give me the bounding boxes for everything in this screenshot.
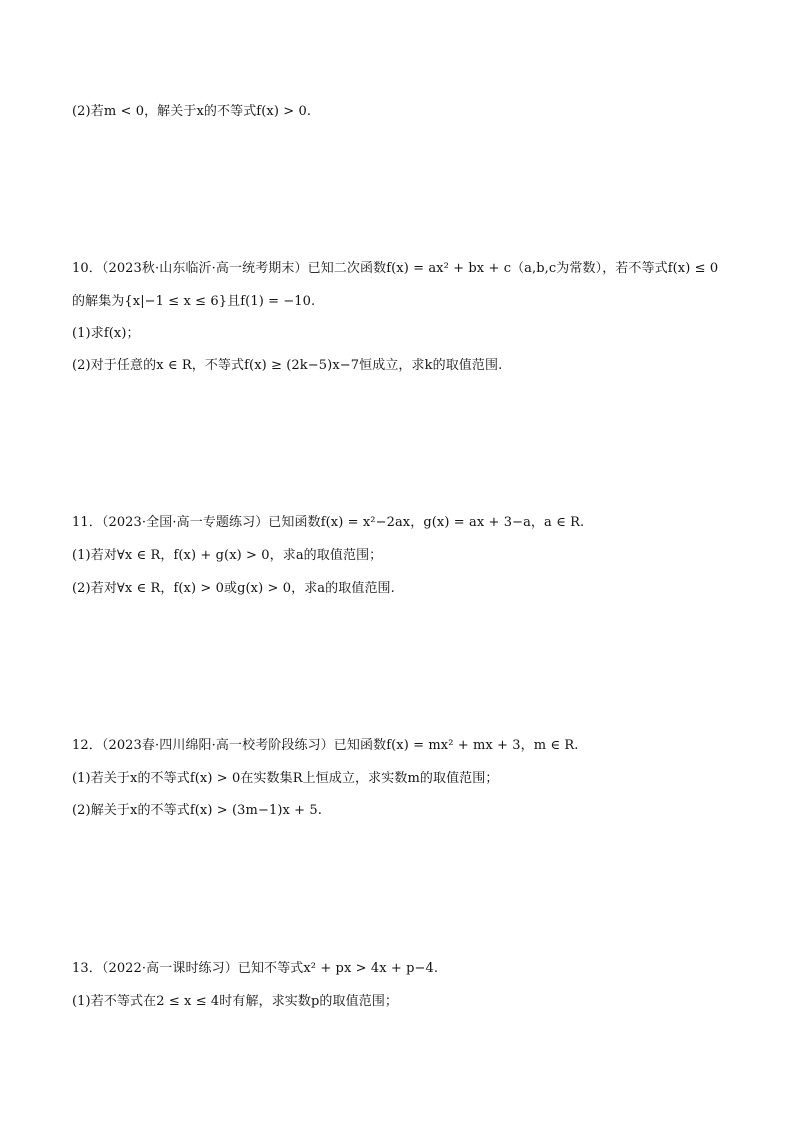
problem-10-part-2: (2)对于任意的x ∈ R，不等式f(x) ≥ (2k−5)x−7恒成立，求k的取值范围.: [72, 358, 503, 373]
problem-12-stem: 12．（2023春·四川绵阳·高一校考阶段练习）已知函数f(x) = mx² + mx + 3，m ∈ R.: [72, 738, 579, 753]
problem-10-stem-continued: 的解集为{x|−1 ≤ x ≤ 6}且f(1) = −10.: [72, 294, 316, 309]
problem-13-stem: 13．（2022·高一课时练习）已知不等式x² + px > 4x + p−4.: [72, 961, 439, 976]
problem-11-part-2: (2)若对∀x ∈ R，f(x) > 0或g(x) > 0，求a的取值范围.: [72, 581, 395, 596]
problem-11-part-1: (1)若对∀x ∈ R，f(x) + g(x) > 0，求a的取值范围；: [72, 548, 383, 563]
problem-12-part-1: (1)若关于x的不等式f(x) > 0在实数集R上恒成立，求实数m的取值范围；: [72, 771, 499, 786]
problem-13-part-1: (1)若不等式在2 ≤ x ≤ 4时有解，求实数p的取值范围；: [72, 994, 399, 1009]
problem-10-part-1: (1)求f(x)；: [72, 326, 140, 341]
problem-12-part-2: (2)解关于x的不等式f(x) > (3m−1)x + 5.: [72, 803, 322, 818]
problem-10-stem: 10．（2023秋·山东临沂·高一统考期末）已知二次函数f(x) = ax² + bx + c（a,b,c为常数），若不等式f(x) ≤ 0: [72, 261, 719, 276]
problem-9-part-2: (2)若m < 0，解关于x的不等式f(x) > 0.: [72, 104, 312, 119]
problem-11-stem: 11．（2023·全国·高一专题练习）已知函数f(x) = x²−2ax，g(x) = ax + 3−a，a ∈ R.: [72, 515, 585, 530]
